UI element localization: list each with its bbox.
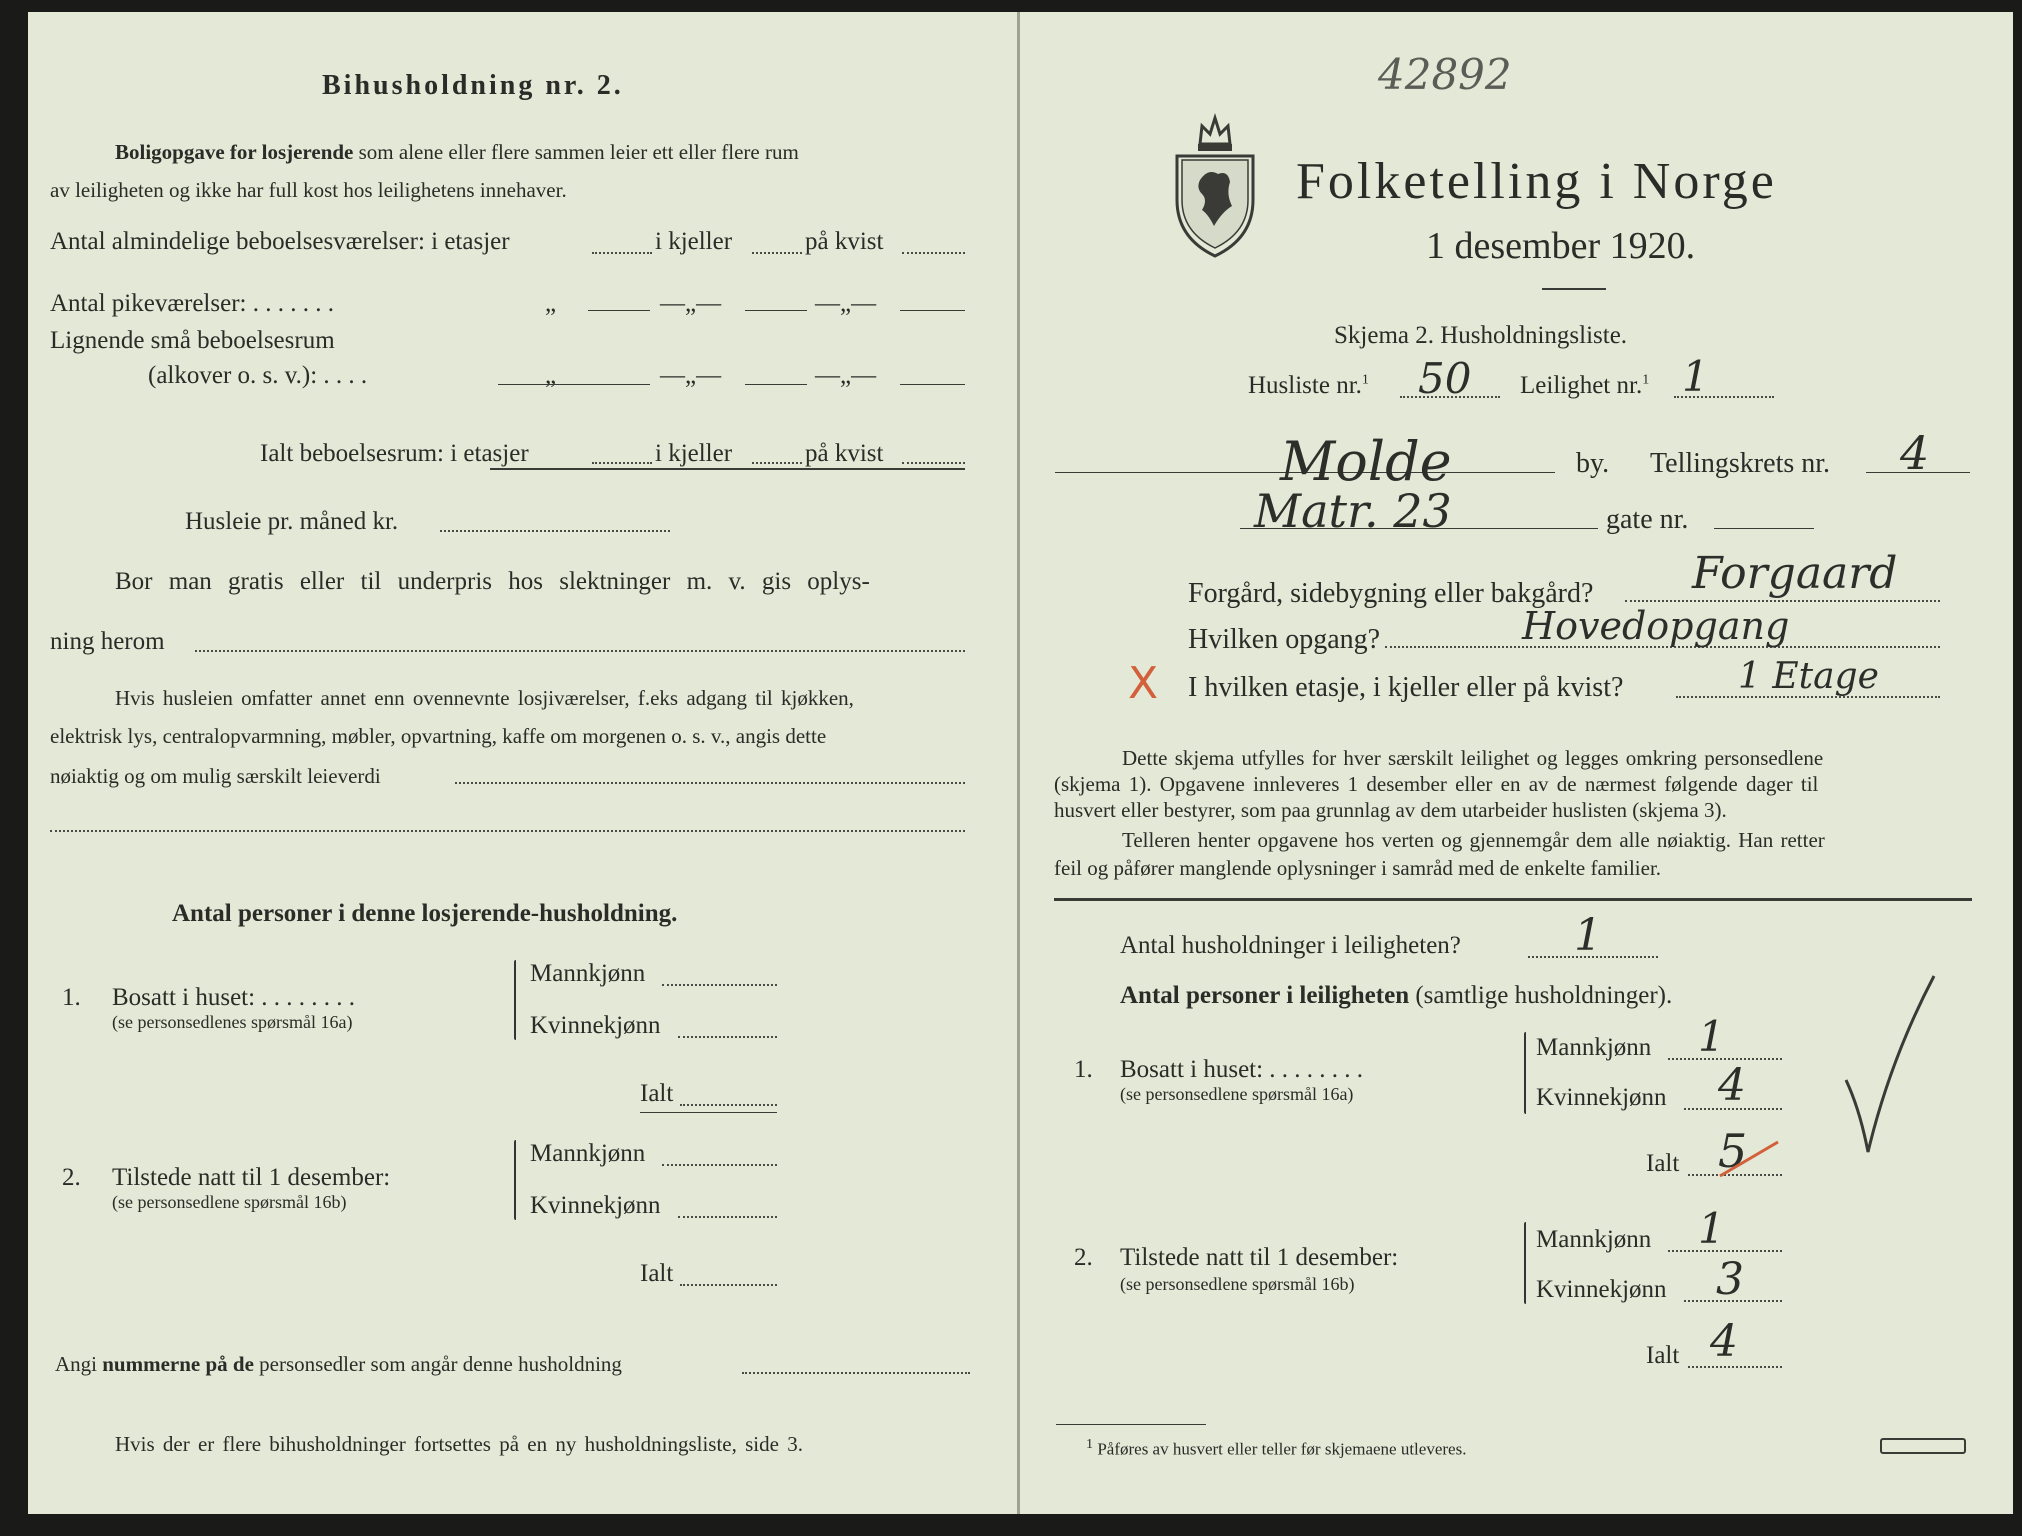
left-q2-kvinne: Kvinnekjønn (530, 1192, 661, 1219)
footnote (1086, 1436, 1466, 1460)
hvis-line-extra (50, 830, 965, 832)
printer-stamp (1880, 1438, 1966, 1454)
left-footer: Hvis der er flere bihusholdninger fortsettes på en ny husholdningsliste, side 3. (115, 1432, 803, 1456)
left-q1-label: Bosatt i huset: . . . . . . . . (112, 984, 356, 1011)
left-q1-mann-line (662, 984, 777, 986)
lignende-line-1 (498, 384, 650, 385)
bor-line-2: ning herom (50, 628, 165, 655)
footnote-text: Påføres av husvert eller teller før skjemaene utleveres. (1097, 1439, 1467, 1459)
bor-line (195, 650, 965, 652)
rooms-kvist: på kvist (805, 228, 884, 255)
tellingskrets-value: 4 (1900, 426, 1930, 480)
by-label: by. (1576, 448, 1610, 479)
right-q1-kvinne-value: 4 (1718, 1060, 1746, 1111)
angi-word: Angi (55, 1352, 97, 1376)
check-mark-icon (1840, 970, 1940, 1160)
right-q1-brace (1524, 1032, 1526, 1114)
left-q1-brace (514, 960, 516, 1040)
right-q1-ialt-value: 5 (1718, 1124, 1748, 1178)
angi-dotline (742, 1372, 970, 1374)
right-q1-mann: Mannkjønn (1536, 1034, 1652, 1061)
skjema-label: Skjema 2. Husholdningsliste. (1334, 322, 1628, 349)
rooms-kjeller: i kjeller (655, 228, 733, 255)
ialt-etasjer-line (592, 462, 652, 464)
lignende-ditto: „ (545, 362, 557, 389)
left-q2-num: 2. (62, 1164, 81, 1191)
left-q1-kvinne: Kvinnekjønn (530, 1012, 661, 1039)
lignende-ditto-2: —„— (660, 362, 722, 389)
left-q2-brace (514, 1140, 516, 1220)
husliste-label (1248, 372, 1369, 400)
pike-line-2 (745, 310, 807, 311)
antal-hush-value: 1 (1574, 910, 1602, 961)
rooms-kvist-line (902, 252, 965, 254)
lignende-line-3 (900, 384, 965, 385)
husleie-line (440, 530, 670, 532)
right-q2-kvinne-value: 3 (1716, 1254, 1744, 1305)
intro-rest: som alene eller flere sammen leier ett eller flere rum (358, 140, 799, 164)
hvis-line (455, 782, 965, 784)
bihusholdning-title: Bihusholdning nr. 2. (322, 70, 624, 101)
etasje-value: 1 Etage (1738, 656, 1879, 697)
hvis-line-1: Hvis husleien omfatter annet enn ovennevnte losjiværelser, f.eks adgang til kjøkken, (115, 686, 854, 710)
ialt-kvist: på kvist (805, 440, 884, 467)
ialt-underline (490, 468, 965, 470)
x-mark: X (1128, 658, 1159, 709)
gate-value: Matr. 23 (1254, 484, 1452, 538)
footnote-rule (1056, 1424, 1206, 1425)
right-q2-brace (1524, 1222, 1526, 1304)
etasje-label: I hvilken etasje, i kjeller eller på kvist? (1188, 672, 1624, 703)
info-rule (1054, 898, 1972, 901)
info-line-2: (skjema 1). Opgavene innleveres 1 desember eller en av de nærmest følgende dager til (1054, 772, 1819, 796)
pike-ditto: „ (545, 290, 557, 317)
left-q2-ialt-line (680, 1284, 777, 1286)
lignende-label-1: Lignende små beboelsesrum (50, 327, 335, 354)
coat-of-arms-icon (1172, 108, 1258, 258)
angi-line (55, 1352, 622, 1377)
forgaard-line (1625, 600, 1940, 602)
leilighet-text: Leilighet nr. (1520, 372, 1643, 399)
right-q2-mann-value: 1 (1698, 1204, 1725, 1253)
right-q2-kvinne: Kvinnekjønn (1536, 1276, 1667, 1303)
info-line-3: husvert eller bestyrer, som paa grunnlag av dem utarbeider huslisten (skjema 3). (1054, 798, 1727, 822)
antal-hush-label: Antal husholdninger i leiligheten? (1120, 932, 1461, 959)
ialt-kjeller-line (752, 462, 802, 464)
left-q1-ialt-rule (640, 1112, 777, 1113)
antal-pers-rest: (samtlige husholdninger). (1415, 982, 1673, 1009)
info-line-4: Telleren henter opgavene hos verten og gjennemgår dem alle nøiaktig. Han retter (1122, 828, 1825, 852)
title-rule (1542, 288, 1606, 290)
left-antal-heading: Antal personer i denne losjerende-husholdning. (172, 900, 678, 927)
right-q2-mann: Mannkjønn (1536, 1226, 1652, 1253)
left-q1-kvinne-line (678, 1036, 777, 1038)
left-q1-ialt-line (680, 1104, 777, 1106)
gate-nr-line (1714, 528, 1814, 529)
husliste-value: 50 (1418, 354, 1472, 403)
hvis-line-2: elektrisk lys, centralopvarmning, møbler, opvartning, kaffe om morgenen o. s. v., angis dette (50, 724, 827, 748)
lignende-ditto-3: —„— (815, 362, 877, 389)
right-q1-kvinne: Kvinnekjønn (1536, 1084, 1667, 1111)
right-q1-ialt: Ialt (1646, 1150, 1680, 1177)
husliste-sup: 1 (1361, 372, 1369, 388)
left-q2-sub: (se personsedlene spørsmål 16b) (112, 1192, 347, 1212)
right-q2-sub: (se personsedlene spørsmål 16b) (1120, 1274, 1355, 1294)
pike-line-3 (900, 310, 965, 311)
rooms-label: Antal almindelige beboelsesværelser: i etasjer (50, 228, 510, 255)
leilighet-label (1520, 372, 1649, 400)
intro-line-1 (115, 140, 799, 165)
pike-line-1 (588, 310, 650, 311)
archive-number: 42892 (1378, 50, 1512, 99)
right-q2-ialt: Ialt (1646, 1342, 1680, 1369)
ialt-kjeller: i kjeller (655, 440, 733, 467)
lignende-label-2: (alkover o. s. v.): . . . . (148, 362, 368, 389)
antal-pers-heading (1120, 982, 1672, 1010)
rooms-etasjer-line (592, 252, 652, 254)
ialt-kvist-line (902, 462, 965, 464)
intro-line-2: av leiligheten og ikke har full kost hos leilighetens innehaver. (50, 178, 567, 202)
footnote-mark: 1 (1086, 1436, 1094, 1452)
forgaard-label: Forgård, sidebygning eller bakgård? (1188, 578, 1594, 609)
bor-line-1: Bor man gratis eller til underpris hos slektninger m. v. gis oplys- (115, 568, 870, 595)
left-q2-label: Tilstede natt til 1 desember: (112, 1164, 391, 1191)
right-q1-mann-value: 1 (1698, 1012, 1725, 1061)
gate-label: gate nr. (1606, 504, 1689, 535)
pike-ditto-3: —„— (815, 290, 877, 317)
rooms-kjeller-line (752, 252, 802, 254)
tellingskrets-label: Tellingskrets nr. (1650, 448, 1831, 479)
census-date: 1 desember 1920. (1426, 225, 1696, 267)
ialt-beboelse-label: Ialt beboelsesrum: i etasjer (260, 440, 529, 467)
intro-bold: Boligopgave for losjerende (115, 140, 354, 164)
right-q1-label: Bosatt i huset: . . . . . . . . (1120, 1056, 1364, 1083)
by-value: Molde (1280, 430, 1452, 493)
angi-rest: personsedler som angår denne husholdning (259, 1352, 622, 1376)
right-q1-sub: (se personsedlene spørsmål 16a) (1120, 1084, 1354, 1104)
opgang-label: Hvilken opgang? (1188, 624, 1381, 655)
left-q1-ialt: Ialt (640, 1080, 674, 1107)
red-correction-mark-icon (1712, 1136, 1784, 1182)
left-q2-kvinne-line (678, 1216, 777, 1218)
husliste-text: Husliste nr. (1248, 372, 1362, 399)
right-q2-num: 2. (1074, 1244, 1093, 1271)
opgang-value: Hovedopgang (1522, 604, 1790, 648)
angi-bold: nummerne på de (102, 1352, 254, 1376)
right-q2-label: Tilstede natt til 1 desember: (1120, 1244, 1399, 1271)
pike-ditto-2: —„— (660, 290, 722, 317)
info-line-1: Dette skjema utfylles for hver særskilt leilighet og legges omkring personsedlene (1122, 746, 1824, 770)
pike-label: Antal pikeværelser: . . . . . . . (50, 290, 334, 317)
forgaard-value: Forgaard (1692, 548, 1898, 599)
left-q2-mann: Mannkjønn (530, 1140, 646, 1167)
lignende-line-2 (745, 384, 807, 385)
hvis-line-3: nøiaktig og om mulig særskilt leieverdi (50, 764, 381, 788)
right-q1-num: 1. (1074, 1056, 1093, 1083)
left-q2-mann-line (662, 1164, 777, 1166)
leilighet-value: 1 (1682, 352, 1709, 401)
right-q2-mann-line (1668, 1250, 1782, 1252)
left-q1-num: 1. (62, 984, 81, 1011)
census-title: Folketelling i Norge (1296, 153, 1777, 210)
left-q2-ialt: Ialt (640, 1260, 674, 1287)
right-q2-ialt-value: 4 (1710, 1316, 1738, 1367)
husleie-label: Husleie pr. måned kr. (185, 508, 399, 535)
leilighet-sup: 1 (1642, 372, 1650, 388)
info-line-5: feil og påfører manglende oplysninger i samråd med de enkelte familier. (1054, 856, 1662, 880)
left-q1-mann: Mannkjønn (530, 960, 646, 987)
left-q1-sub: (se personsedlenes spørsmål 16a) (112, 1012, 353, 1032)
antal-pers-bold: Antal personer i leiligheten (1120, 982, 1410, 1009)
